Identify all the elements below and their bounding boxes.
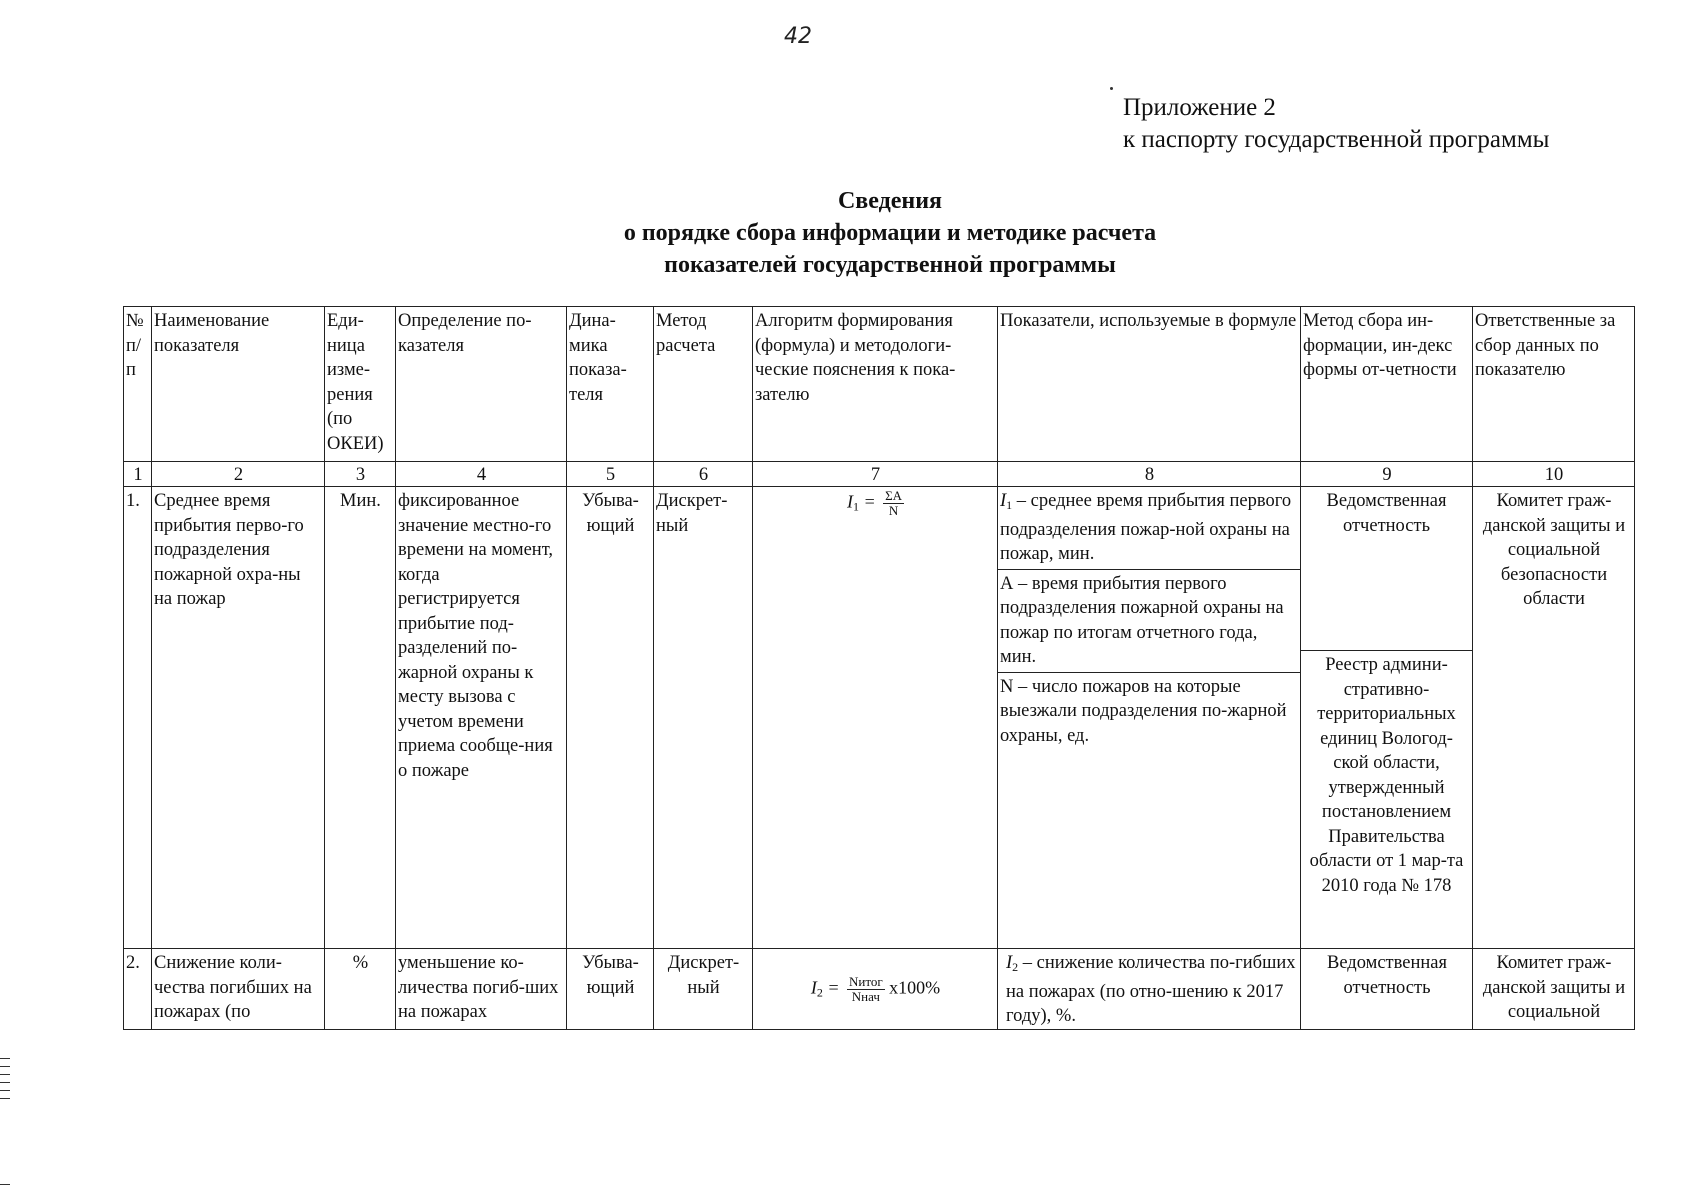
collection-method: Ведомственная отчетность bbox=[1301, 949, 1473, 1030]
indicator-i1 bbox=[998, 487, 1300, 570]
header-number: № п/п bbox=[124, 307, 152, 462]
column-number: 8 bbox=[998, 462, 1301, 487]
indicator-name: Снижение коли-чества погибших на пожарах (по bbox=[152, 949, 325, 1030]
collection-method bbox=[1301, 487, 1473, 949]
indicators-table bbox=[123, 306, 1635, 1030]
formula-numerator: ΣA bbox=[885, 488, 903, 503]
indicator-n: N – число пожаров на которые выезжали подразделения по-жарной охраны, ед. bbox=[1000, 676, 1287, 746]
formula-denominator: Nнач bbox=[851, 988, 880, 1004]
header-collection: Метод сбора ин-формации, ин-декс формы от-четности bbox=[1301, 307, 1473, 462]
symbol-i: I bbox=[1000, 491, 1007, 511]
formula-lhs: I bbox=[810, 977, 817, 998]
calculation-method: Дискрет-ный bbox=[654, 949, 753, 1030]
appendix-note bbox=[1123, 92, 1549, 156]
formula-equals: = bbox=[822, 977, 844, 998]
symbol-i: I bbox=[1006, 953, 1013, 973]
indicator-i2-text: – снижение количества по-гибших на пожарах (по отно-шению к 2017 году), %. bbox=[1006, 953, 1296, 1026]
header-name: Наименование показателя bbox=[152, 307, 325, 462]
column-number: 6 bbox=[654, 462, 753, 487]
responsible-party: Комитет граж-данской защиты и социальной безопасности области bbox=[1473, 487, 1635, 949]
column-number: 9 bbox=[1301, 462, 1473, 487]
indicator-definition: уменьшение ко-личества погиб-ших на пожарах bbox=[396, 949, 567, 1030]
formula-numerator: Nитог bbox=[848, 973, 883, 989]
indicator-a: А – время прибытия первого подразделения пожарной охраны на пожар по итогам отчетного года, мин. bbox=[998, 570, 1300, 673]
column-number: 7 bbox=[753, 462, 998, 487]
document-heading bbox=[480, 185, 1300, 281]
collection-method-registry: Реестр админи-стративно-территориальных единиц Вологод-ской области, утвержденный постановлением Правительства области от 1 мар-та 2010 года № 178 bbox=[1309, 655, 1464, 896]
appendix-line-1: Приложение 2 bbox=[1123, 94, 1276, 121]
formula-cell bbox=[753, 949, 998, 1030]
page-number: 42 bbox=[784, 24, 812, 49]
column-number: 1 bbox=[124, 462, 152, 487]
column-number: 2 bbox=[152, 462, 325, 487]
header-row bbox=[124, 307, 1635, 462]
indicator-i1-text: – среднее время прибытия первого подразделения пожар-ной охраны на пожар, мин. bbox=[1000, 491, 1292, 564]
column-number: 3 bbox=[325, 462, 396, 487]
header-unit: Еди-ница изме-рения (по ОКЕИ) bbox=[325, 307, 396, 462]
indicator-definition: фиксированное значение местно-го времени на момент, когда регистрируется прибытие под-разделений по-жарной охраны к месту вызова с учетом времени приема сообще-ния о пожаре bbox=[396, 487, 567, 949]
formula-fraction bbox=[883, 489, 904, 518]
symbol-subscript: 2 bbox=[1012, 960, 1019, 974]
formula-subscript: 2 bbox=[816, 985, 823, 1000]
scan-margin-ticks bbox=[0, 1058, 10, 1106]
heading-line-1: Сведения bbox=[837, 188, 943, 214]
formula-indicators bbox=[998, 949, 1301, 1030]
column-number: 5 bbox=[567, 462, 654, 487]
column-number: 10 bbox=[1473, 462, 1635, 487]
indicator-unit: % bbox=[325, 949, 396, 1030]
calculation-method: Дискрет-ный bbox=[654, 487, 753, 949]
column-number: 4 bbox=[396, 462, 567, 487]
table-row bbox=[124, 487, 1635, 949]
formula-cell bbox=[753, 487, 998, 949]
header-indicators: Показатели, используемые в формуле bbox=[998, 307, 1301, 462]
formula-equals: = bbox=[858, 491, 881, 512]
header-dynamics: Дина-мика показа-теля bbox=[567, 307, 654, 462]
symbol-subscript: 1 bbox=[1006, 498, 1013, 512]
formula-indicators bbox=[998, 487, 1301, 949]
scan-dot bbox=[1110, 87, 1113, 90]
heading-line-3: показателей государственной программы bbox=[664, 252, 1116, 278]
formula-fraction bbox=[847, 975, 885, 1004]
table-row bbox=[124, 949, 1635, 1030]
formula-tail: x100% bbox=[884, 977, 941, 998]
indicator-dynamics: Убыва-ющий bbox=[567, 949, 654, 1030]
scan-margin-tick bbox=[0, 1184, 10, 1185]
column-number-row bbox=[124, 462, 1635, 487]
indicator-unit: Мин. bbox=[325, 487, 396, 949]
header-definition: Определение по-казателя bbox=[396, 307, 567, 462]
row-number: 1. bbox=[124, 487, 152, 949]
collection-method-reporting: Ведомственная отчетность bbox=[1301, 487, 1472, 651]
formula-subscript: 1 bbox=[852, 499, 859, 514]
indicator-dynamics: Убыва-ющий bbox=[567, 487, 654, 949]
heading-line-2: о порядке сбора информации и методике расчета bbox=[623, 220, 1157, 246]
indicator-name: Среднее время прибытия перво-го подразделения пожарной охра-ны на пожар bbox=[152, 487, 325, 949]
header-algorithm: Алгоритм формирования (формула) и методологи-ческие пояснения к пока-зателю bbox=[753, 307, 998, 462]
appendix-line-2: к паспорту государственной программы bbox=[1123, 126, 1550, 153]
header-responsible: Ответственные за сбор данных по показателю bbox=[1473, 307, 1635, 462]
formula-denominator: N bbox=[888, 503, 899, 518]
responsible-party: Комитет граж-данской защиты и социальной bbox=[1473, 949, 1635, 1030]
row-number: 2. bbox=[124, 949, 152, 1030]
header-method: Метод расчета bbox=[654, 307, 753, 462]
formula-lhs: I bbox=[846, 491, 853, 512]
